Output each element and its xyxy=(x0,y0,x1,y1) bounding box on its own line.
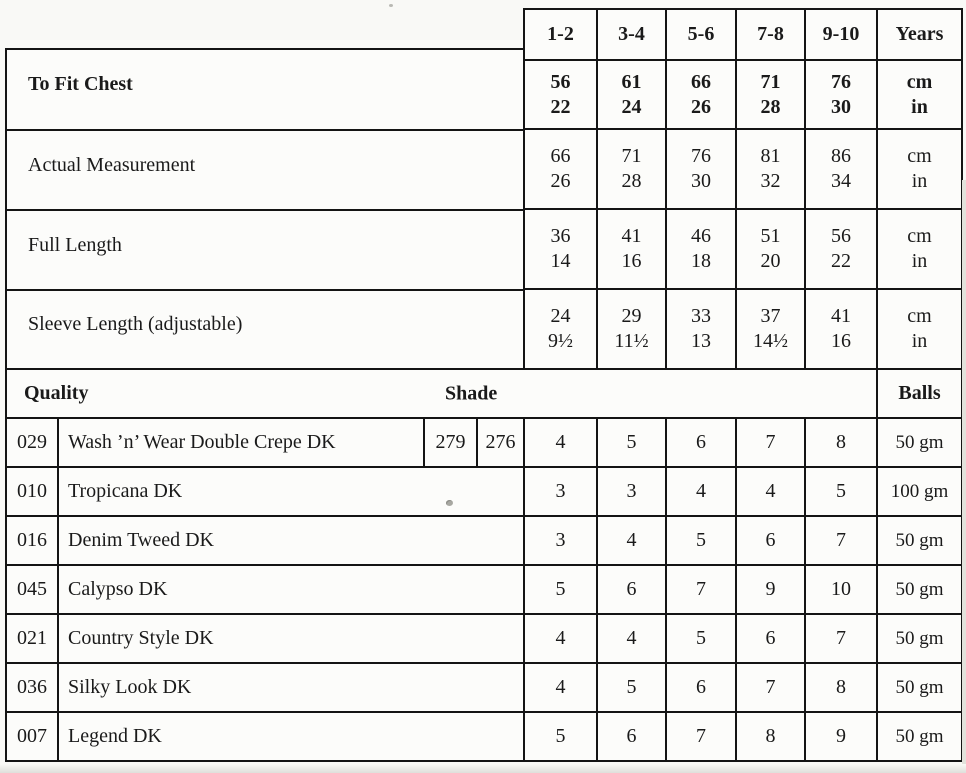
balls-count-cell: 3 xyxy=(598,468,665,515)
value-cm: 36 xyxy=(550,225,571,247)
size-column-header: 7-8 xyxy=(737,10,804,59)
ball-weight-cell: 50 gm xyxy=(878,615,961,662)
scan-smudge xyxy=(446,500,453,506)
sleeve-value-cell xyxy=(598,290,665,368)
value-in: 9½ xyxy=(548,330,573,352)
yarn-name-cell: Tropicana DK xyxy=(59,468,523,515)
balls-count-cell: 7 xyxy=(737,664,804,711)
balls-count-cell: 4 xyxy=(598,517,665,564)
balls-count-cell: 4 xyxy=(525,419,596,466)
value-in: 20 xyxy=(760,250,781,272)
ball-weight-cell: 50 gm xyxy=(878,713,961,760)
balls-header: Balls xyxy=(878,370,961,417)
value-cm: 71 xyxy=(621,145,642,167)
value-cm: 33 xyxy=(691,305,711,327)
ball-weight-cell: 50 gm xyxy=(878,419,961,466)
unit-in: in xyxy=(911,95,928,118)
balls-count-cell: 8 xyxy=(806,419,876,466)
balls-count-cell: 8 xyxy=(737,713,804,760)
unit-in: in xyxy=(911,250,928,272)
value-cm: 56 xyxy=(831,225,851,247)
chest-value-cell xyxy=(598,61,665,128)
ball-weight-cell: 50 gm xyxy=(878,664,961,711)
ball-weight-cell: 100 gm xyxy=(878,468,961,515)
balls-count-cell: 10 xyxy=(806,566,876,613)
scan-edge-shadow-right xyxy=(962,180,966,773)
value-cm: 76 xyxy=(831,70,851,93)
sleeve-value-cell xyxy=(667,290,735,368)
length-value-cell xyxy=(806,210,876,288)
yarn-code-cell: 029 xyxy=(7,419,57,466)
actual-value-cell xyxy=(525,130,596,208)
years-header: Years xyxy=(878,10,961,59)
balls-count-cell: 5 xyxy=(667,517,735,564)
balls-count-cell: 7 xyxy=(806,615,876,662)
yarn-code-cell: 036 xyxy=(7,664,57,711)
value-in: 13 xyxy=(691,330,711,352)
value-in: 26 xyxy=(691,95,711,118)
balls-count-cell: 6 xyxy=(737,517,804,564)
balls-count-cell: 4 xyxy=(525,615,596,662)
scan-speck xyxy=(389,4,393,7)
length-value-cell xyxy=(525,210,596,288)
quality-header-label: Quality xyxy=(24,382,89,404)
unit-in: in xyxy=(911,330,928,352)
value-cm: 46 xyxy=(691,225,711,247)
chest-value-cell xyxy=(667,61,735,128)
value-in: 18 xyxy=(691,250,711,272)
quality-shade-header xyxy=(7,370,876,417)
unit-cm: cm xyxy=(906,70,933,93)
sleeve-value-cell xyxy=(806,290,876,368)
balls-count-cell: 4 xyxy=(667,468,735,515)
balls-count-cell: 3 xyxy=(525,517,596,564)
unit-cm: cm xyxy=(907,225,932,247)
unit-cm: cm xyxy=(907,305,932,327)
value-in: 24 xyxy=(621,95,642,118)
balls-count-cell: 4 xyxy=(598,615,665,662)
value-cm: 61 xyxy=(621,70,642,93)
ball-weight-cell: 50 gm xyxy=(878,566,961,613)
balls-count-cell: 6 xyxy=(598,566,665,613)
value-cm: 41 xyxy=(621,225,642,247)
value-in: 16 xyxy=(831,330,851,352)
yarn-name-cell: Denim Tweed DK xyxy=(59,517,523,564)
value-in: 22 xyxy=(831,250,851,272)
shade-number-cell: 276 xyxy=(478,419,523,466)
value-cm: 41 xyxy=(831,305,851,327)
shade-number-cell: 279 xyxy=(425,419,476,466)
sleeve-value-cell xyxy=(525,290,596,368)
balls-count-cell: 8 xyxy=(806,664,876,711)
value-in: 22 xyxy=(550,95,571,118)
value-in: 11½ xyxy=(614,330,649,352)
value-cm: 37 xyxy=(760,305,781,327)
yarn-code-cell: 010 xyxy=(7,468,57,515)
actual-unit-cell xyxy=(878,130,961,208)
value-cm: 71 xyxy=(760,70,781,93)
value-in: 16 xyxy=(621,250,642,272)
balls-count-cell: 9 xyxy=(737,566,804,613)
length-value-cell xyxy=(667,210,735,288)
size-column-header: 5-6 xyxy=(667,10,735,59)
row-label-to-fit-chest: To Fit Chest xyxy=(7,50,523,129)
actual-value-cell xyxy=(737,130,804,208)
balls-count-cell: 6 xyxy=(598,713,665,760)
length-value-cell xyxy=(737,210,804,288)
balls-count-cell: 6 xyxy=(737,615,804,662)
balls-count-cell: 6 xyxy=(667,664,735,711)
yarn-code-cell: 007 xyxy=(7,713,57,760)
size-column-header: 1-2 xyxy=(525,10,596,59)
value-cm: 66 xyxy=(550,145,571,167)
sizes-table xyxy=(523,8,963,370)
value-cm: 29 xyxy=(621,305,642,327)
balls-count-cell: 3 xyxy=(525,468,596,515)
balls-count-cell: 7 xyxy=(737,419,804,466)
quality-table xyxy=(5,368,963,762)
size-column-header: 9-10 xyxy=(806,10,876,59)
value-in: 14 xyxy=(550,250,571,272)
row-label-full-length: Full Length xyxy=(7,211,523,289)
value-cm: 56 xyxy=(550,70,571,93)
ball-weight-cell: 50 gm xyxy=(878,517,961,564)
value-cm: 81 xyxy=(760,145,781,167)
balls-count-cell: 5 xyxy=(667,615,735,662)
yarn-code-cell: 016 xyxy=(7,517,57,564)
value-cm: 86 xyxy=(831,145,851,167)
sleeve-value-cell xyxy=(737,290,804,368)
balls-count-cell: 5 xyxy=(525,566,596,613)
value-in: 26 xyxy=(550,170,571,192)
balls-count-cell: 6 xyxy=(667,419,735,466)
balls-count-cell: 4 xyxy=(737,468,804,515)
shade-header-label: Shade xyxy=(445,382,498,404)
size-column-header: 3-4 xyxy=(598,10,665,59)
unit-cm: cm xyxy=(907,145,932,167)
value-in: 32 xyxy=(760,170,781,192)
balls-count-cell: 7 xyxy=(667,713,735,760)
length-value-cell xyxy=(598,210,665,288)
balls-count-cell: 5 xyxy=(598,419,665,466)
actual-value-cell xyxy=(667,130,735,208)
balls-count-cell: 9 xyxy=(806,713,876,760)
balls-count-cell: 5 xyxy=(806,468,876,515)
balls-count-cell: 7 xyxy=(806,517,876,564)
value-cm: 24 xyxy=(550,305,571,327)
yarn-code-cell: 021 xyxy=(7,615,57,662)
balls-count-cell: 4 xyxy=(525,664,596,711)
length-unit-cell xyxy=(878,210,961,288)
value-in: 30 xyxy=(691,170,711,192)
value-in: 14½ xyxy=(753,330,788,352)
yarn-name-cell: Country Style DK xyxy=(59,615,523,662)
value-in: 30 xyxy=(831,95,851,118)
chest-value-cell xyxy=(806,61,876,128)
scan-edge-shadow-bottom xyxy=(0,764,966,773)
yarn-code-cell: 045 xyxy=(7,566,57,613)
chest-value-cell xyxy=(737,61,804,128)
yarn-name-cell: Calypso DK xyxy=(59,566,523,613)
actual-value-cell xyxy=(806,130,876,208)
value-cm: 76 xyxy=(691,145,711,167)
value-cm: 66 xyxy=(691,70,711,93)
sleeve-unit-cell xyxy=(878,290,961,368)
actual-value-cell xyxy=(598,130,665,208)
chest-unit-cell xyxy=(878,61,961,128)
value-cm: 51 xyxy=(760,225,781,247)
yarn-name-cell: Silky Look DK xyxy=(59,664,523,711)
measurement-labels-table xyxy=(5,48,523,370)
unit-in: in xyxy=(911,170,928,192)
yarn-name-cell: Wash ’n’ Wear Double Crepe DK xyxy=(59,419,423,466)
balls-count-cell: 5 xyxy=(598,664,665,711)
row-label-actual-measurement: Actual Measurement xyxy=(7,131,523,209)
balls-count-cell: 5 xyxy=(525,713,596,760)
value-in: 28 xyxy=(760,95,781,118)
value-in: 28 xyxy=(621,170,642,192)
chest-value-cell xyxy=(525,61,596,128)
balls-count-cell: 7 xyxy=(667,566,735,613)
row-label-sleeve-length: Sleeve Length (adjustable) xyxy=(7,291,523,368)
yarn-name-cell: Legend DK xyxy=(59,713,523,760)
value-in: 34 xyxy=(831,170,851,192)
